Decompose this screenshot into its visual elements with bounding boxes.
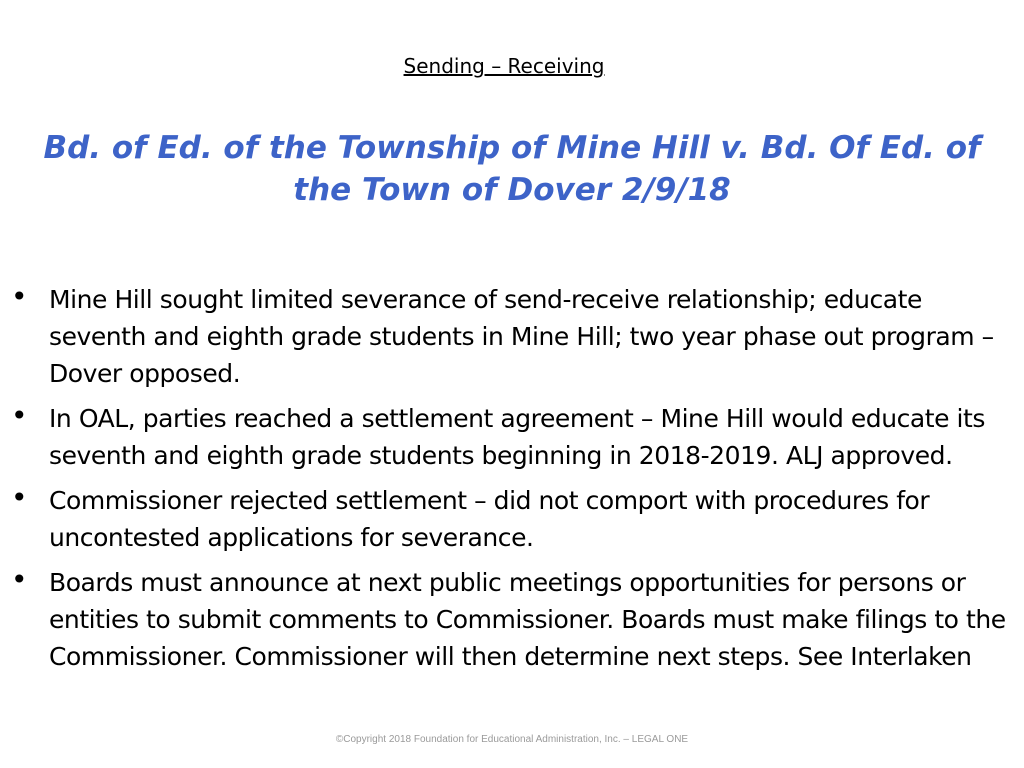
bullet-icon: • bbox=[11, 399, 28, 432]
bullet-text: Mine Hill sought limited severance of send-receive relationship; educate seventh and eighth grade students in Mine Hill; two year phase out program – Dover opposed. bbox=[49, 285, 994, 388]
case-title: Bd. of Ed. of the Township of Mine Hill v. Bd. Of Ed. of the Town of Dover 2/9/18 bbox=[43, 130, 981, 208]
bullet-item bbox=[0, 564, 1010, 675]
bullet-text: In OAL, parties reached a settlement agreement – Mine Hill would educate its seventh and eighth grade students beginning in 2018-2019. ALJ approved. bbox=[49, 404, 985, 470]
bullet-icon: • bbox=[11, 280, 28, 313]
copyright-footer: ©Copyright 2018 Foundation for Educational Administration, Inc. – LEGAL ONE bbox=[335, 734, 689, 745]
section-heading: Sending – Receiving bbox=[403, 54, 605, 78]
bullet-item bbox=[0, 400, 1010, 474]
bullet-item bbox=[0, 482, 1010, 556]
bullet-icon: • bbox=[11, 481, 28, 514]
bullet-text: Boards must announce at next public meetings opportunities for persons or entities to submit comments to Commissioner. Boards must make filings to the Commissioner. Commissioner will then determine next steps. See Interlaken bbox=[49, 568, 1006, 671]
bullet-list bbox=[0, 281, 1010, 683]
bullet-item bbox=[0, 281, 1010, 392]
bullet-icon: • bbox=[11, 563, 28, 596]
bullet-text: Commissioner rejected settlement – did not comport with procedures for uncontested applications for severance. bbox=[49, 486, 930, 552]
